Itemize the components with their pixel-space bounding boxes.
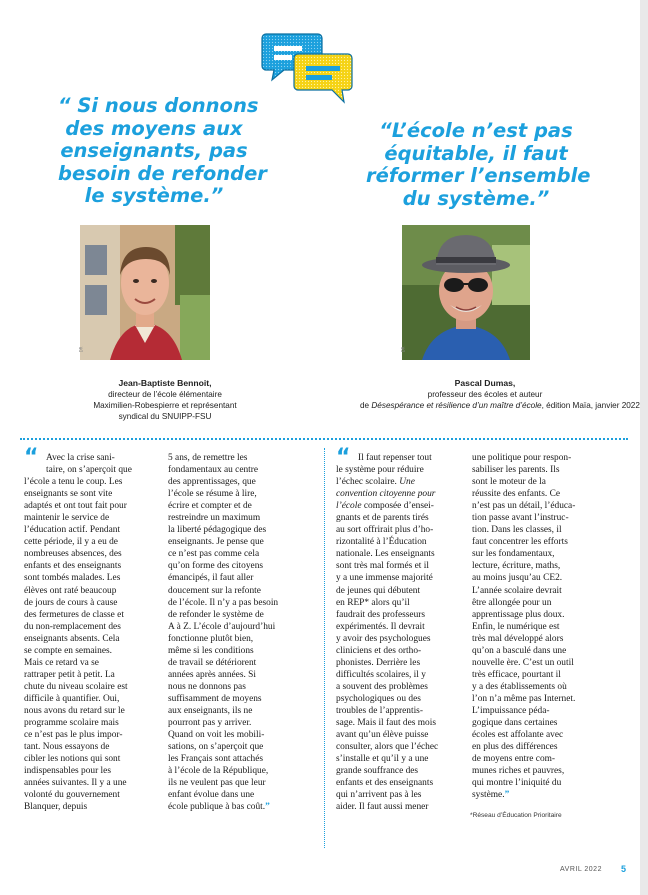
caption-line: directeur de l’école élémentaire [108, 390, 222, 399]
portrait-photo-left [80, 225, 210, 360]
text-line: des apprentissages, que [168, 477, 256, 488]
quote-line: besoin de refonder [58, 161, 267, 185]
quote-line: réformer l’ensemble [366, 164, 591, 187]
text-line: Enfin, le numérique est [472, 621, 560, 632]
text-line [472, 789, 575, 801]
text-line: au sort offrirait plus d’ho- [336, 525, 434, 536]
caption-book-line [360, 400, 640, 411]
photo-credit: DR [400, 346, 406, 353]
text-line [336, 500, 438, 512]
text-line: lecture, écriture, maths, [472, 561, 561, 572]
text-fragment: composée d’ensei- [361, 501, 434, 512]
text-line: difficultés scolaires, il y [336, 669, 426, 680]
text-line: en plus des différences [472, 742, 558, 753]
text-line: indispensables pour les [24, 766, 111, 777]
text-line: de moyens entre com- [472, 754, 556, 765]
text-line: fondamentaux au centre [168, 465, 259, 476]
text-line: rattraper petit à petit. La [24, 669, 115, 680]
portrait-photo-right [402, 225, 530, 360]
text-line: sont le moteur de la [472, 477, 546, 488]
text-fragment: l’échec scolaire. [336, 477, 400, 488]
text-line: écoles est affolante avec [472, 730, 564, 741]
text-fragment: l’école [336, 501, 362, 512]
text-line: phonistes. Derrière les [336, 657, 421, 668]
text-line: ils ne veulent pas que leur [168, 778, 266, 789]
text-line: de l’école. Il n’y a pas besoin [168, 597, 279, 608]
text-line: sabiliser les parents. Ils [472, 465, 560, 476]
page-edge [640, 0, 648, 895]
text-line: nous avons du retard sur le [24, 705, 125, 716]
text-line: émancipés, il faut aller [168, 573, 254, 584]
text-line: grande souffrance des [336, 766, 419, 777]
text-line: suffisamment de moyens [168, 693, 262, 704]
text-line: n’est pas un détail, l’éduca- [472, 501, 576, 512]
text-line: gogique dans certaines [472, 718, 558, 729]
text-line: très efficace, pourtant il [472, 669, 561, 680]
text-line: adaptés et ont tout fait pour [24, 501, 127, 512]
text-line: Avec la crise sani- [46, 453, 115, 463]
speech-bubbles-icon [262, 32, 354, 106]
text-line: psychologiques ou des [336, 693, 421, 704]
text-line: pourront pas y arriver. [168, 718, 252, 729]
text-line: 5 ans, de remettre les [168, 453, 248, 463]
text-line: l’école se résume à lire, [168, 489, 257, 500]
text-line: à l’école de la République, [168, 766, 269, 777]
text-fragment: école publique à bas coût. [168, 802, 266, 813]
text-line: sage. Mais il faut des mois [336, 718, 436, 729]
text-line: doucement sur la refonte [168, 585, 261, 596]
text-line: enseignants absents. Cela [24, 633, 120, 644]
text-line: écrire et compter et de [168, 501, 252, 512]
text-line: réussite des enfants. Ce [472, 489, 560, 500]
text-line: difficile à quantifier. Oui, [24, 693, 120, 704]
text-line: de travail se détériorent [168, 657, 257, 668]
text-line: enseignants. Je pense que [168, 537, 264, 548]
text-line: tion. Dans les classes, il [472, 525, 562, 536]
photo-credit: DR [78, 346, 84, 353]
text-line: qui n’arrivent pas à les [336, 790, 422, 801]
text-line: élèves ont raté beaucoup [24, 585, 117, 596]
text-line: enfants et des enseignants [336, 778, 434, 789]
text-fragment: Une [399, 477, 415, 488]
open-quote-mark-icon: “ [24, 445, 39, 470]
text-line: sur les fondamentaux, [472, 549, 555, 560]
text-line: nous ne donnons pas [168, 681, 246, 692]
interviewee-name: Jean-Baptiste Bennoit, [118, 378, 212, 388]
text-line: de jeunes qui débutent [336, 585, 421, 596]
text-line: faut concentrer les efforts [472, 537, 568, 548]
text-line: munes riches et pauvres, [472, 766, 565, 777]
book-title: Désespérance et résilience d’un maître d’école [371, 401, 542, 410]
text-line: années suivantes. Il y a une [24, 778, 127, 789]
footnote: *Réseau d’Éducation Prioritaire [470, 812, 562, 819]
text-line: y a des établissements où [472, 681, 567, 692]
text-line: consulter, alors que l’échec [336, 742, 439, 753]
text-line: de jours de cours à cause [24, 597, 118, 608]
text-line: volonté du gouvernement [24, 790, 120, 801]
text-line: L’impuissance péda- [472, 705, 550, 716]
text-line: nationale. Les enseignants [336, 549, 435, 560]
text-line: nombreuses absences, des [24, 549, 122, 560]
quote-line: des moyens aux [65, 116, 243, 140]
right-col-2 [472, 452, 575, 801]
text-line: l’on n’a même pas Internet. [472, 693, 576, 704]
text-line: tion passe avant l’instruc- [472, 513, 569, 524]
text-line: taire, on s’aperçoit que [46, 465, 132, 476]
footer-date: AVRIL 2022 [560, 866, 602, 873]
text-line: qu’on forme des citoyens [168, 561, 264, 572]
page-number: 5 [621, 864, 627, 874]
text-fragment: convention citoyenne pour [336, 489, 436, 500]
text-line: une politique pour respon- [472, 453, 572, 463]
caption-line: professeur des écoles et auteur [427, 390, 543, 399]
interviewee-name: Pascal Dumas, [454, 378, 516, 388]
text-line: enseignants se sont vite [24, 489, 113, 500]
text-line: du non-remplacement des [24, 621, 121, 632]
text-line: nouvelle ère. C’est un outil [472, 657, 574, 668]
left-caption [60, 378, 270, 422]
text-line: des fermetures de classe et [24, 609, 124, 620]
text-line: aux enseignants, ils ne [168, 705, 253, 716]
right-col-1 [336, 452, 438, 813]
section-divider [20, 438, 628, 440]
text-line [336, 488, 438, 500]
text-line: s’installe et qu’il y a une [336, 754, 429, 765]
quote-line: “L’école n’est pas [379, 119, 573, 142]
text-line: ce n’est pas comme cela [168, 549, 260, 560]
caption-line: syndical du SNUIPP-FSU [118, 412, 212, 421]
right-caption [360, 378, 640, 411]
text-line: Il faut repenser tout [358, 453, 432, 463]
text-line: l’école a tenu le coup. Les [24, 477, 123, 488]
column-divider [324, 448, 325, 848]
text-line: programme scolaire mais [24, 718, 119, 729]
text-line: très mal développé alors [472, 633, 564, 644]
text-line: se compte en semaines. [24, 645, 112, 656]
portrait-illustration [80, 225, 210, 360]
text-line: le système pour réduire [336, 465, 424, 476]
text-line: être allongée pour un [472, 597, 552, 608]
text-line [168, 801, 278, 813]
text-line: enfants et des enseignants [24, 561, 122, 572]
quote-line: équitable, il faut [384, 141, 568, 165]
text-line: gnants et de parents tirés [336, 513, 429, 524]
text-line: même si les conditions [168, 645, 254, 656]
text-line: cibler les notions qui sont [24, 754, 121, 765]
text-line: années après années. Si [168, 669, 256, 680]
text-line: avant qu’un élève puisse [336, 730, 429, 741]
text-line: la liberté pédagogique des [168, 525, 267, 536]
text-line: a souvent des problèmes [336, 681, 428, 692]
quote-line: le système.” [84, 184, 224, 207]
text-line: aider. Il faut aussi mener [336, 802, 429, 813]
close-quote-mark: ” [265, 802, 270, 813]
text-line: de refonder le système de [168, 609, 264, 620]
text-line: ce n’est pas le plus impor- [24, 730, 123, 741]
quote-line: “ Si nous donnons [58, 94, 259, 117]
text-line: cette période, il y a eu de [24, 537, 118, 548]
text-line: fonctionne plutôt bien, [168, 633, 254, 644]
left-col-1 [24, 452, 132, 813]
text-line: cliniciens et des ortho- [336, 645, 422, 656]
text-line: A à Z. L’école d’aujourd’hui [168, 621, 276, 632]
text-line: L’année scolaire devrait [472, 585, 562, 596]
left-col-2 [168, 452, 278, 813]
text-line: sont très mal formés et il [336, 561, 429, 572]
quote-line: enseignants, pas [60, 139, 248, 162]
text-line: apprentissage plus doux. [472, 609, 565, 620]
text-line: qui montre l’iniquité du [472, 778, 562, 789]
text-line: rizontalité à l’Éducation [336, 537, 427, 548]
text-line: Mais ce retard va se [24, 657, 99, 668]
portrait-illustration [402, 225, 530, 360]
caption-text: , édition Maïa, janvier 2022 [541, 401, 640, 410]
text-line: chute du niveau scolaire est [24, 681, 128, 692]
text-line: troubles de l’apprentis- [336, 705, 423, 716]
close-quote-mark: ” [504, 790, 510, 801]
caption-line: Maximilien-Robespierre et représentant [93, 401, 237, 410]
text-line: restreindre un maximum [168, 513, 261, 524]
text-line: sations, on s’aperçoit que [168, 742, 264, 753]
text-line: Quand on voit les mobili- [168, 730, 265, 741]
text-line: Blanquer, depuis [24, 802, 88, 813]
text-fragment: système. [472, 790, 505, 801]
text-line [336, 476, 438, 488]
open-quote-mark-icon: “ [336, 445, 351, 470]
text-line: sont tombés malades. Les [24, 573, 121, 584]
right-pull-quote [366, 119, 591, 210]
text-line: l’éducation actif. Pendant [24, 525, 121, 536]
text-line: y avoir des psychologues [336, 633, 431, 644]
text-line: en REP* alors qu’il [336, 597, 410, 608]
text-line: expérimentés. Il devrait [336, 621, 425, 632]
text-line: enfant évolue dans une [168, 790, 255, 801]
text-line: y a une immense majorité [336, 573, 433, 584]
text-line: faudrait des professeurs [336, 609, 426, 620]
text-line: maintenir le service de [24, 513, 110, 524]
caption-text: de [360, 401, 372, 410]
text-line: qu’on a basculé dans une [472, 645, 567, 656]
text-line: au moins jusqu’au CE2. [472, 573, 563, 584]
text-line: tant. Nous essayons de [24, 742, 110, 753]
quote-line: du système.” [402, 186, 550, 210]
left-pull-quote [58, 94, 267, 208]
text-line: les Français sont attachés [168, 754, 264, 765]
